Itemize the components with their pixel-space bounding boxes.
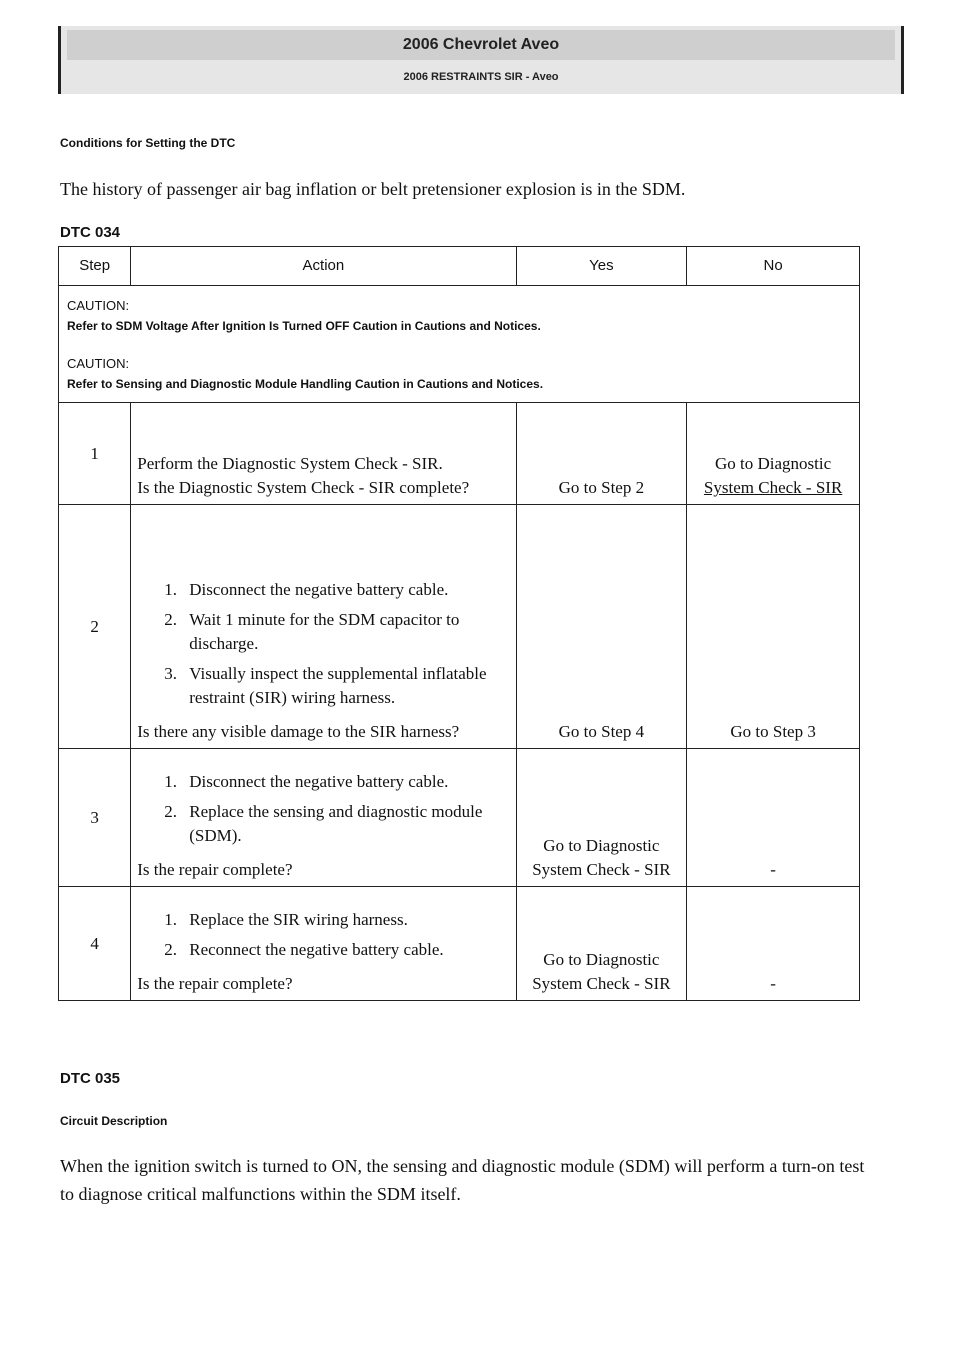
column-header-action: Action bbox=[131, 247, 516, 286]
document-header bbox=[58, 26, 904, 94]
column-header-step: Step bbox=[59, 247, 131, 286]
step-action bbox=[131, 749, 516, 887]
list-item: 3. Visually inspect the supplemental inflatable restraint (SIR) wiring harness. bbox=[181, 662, 509, 710]
action-text: Perform the Diagnostic System Check - SIR. bbox=[137, 454, 443, 473]
list-item: 2. Reconnect the negative battery cable. bbox=[181, 938, 509, 962]
step-action bbox=[131, 887, 516, 1001]
step-number: 1 bbox=[59, 403, 131, 505]
step-number: 3 bbox=[59, 749, 131, 887]
table-row bbox=[59, 749, 860, 887]
step-number: 2 bbox=[59, 505, 131, 749]
yes-outcome: Go to Diagnostic System Check - SIR bbox=[516, 749, 687, 887]
table-row bbox=[59, 403, 860, 505]
caution-title: CAUTION: bbox=[67, 356, 130, 371]
no-outcome: - bbox=[687, 887, 860, 1001]
no-outcome: Go to Step 3 bbox=[687, 505, 860, 749]
action-list bbox=[137, 578, 509, 710]
no-outcome-prefix: Go to Diagnostic bbox=[715, 454, 832, 473]
caution-text: Refer to SDM Voltage After Ignition Is Turned OFF Caution in Cautions and Notices. bbox=[67, 319, 541, 333]
yes-outcome: Go to Step 4 bbox=[516, 505, 687, 749]
yes-outcome: Go to Step 2 bbox=[516, 403, 687, 505]
column-header-yes: Yes bbox=[516, 247, 687, 286]
caution-cell bbox=[59, 286, 860, 403]
list-item: 2. Replace the sensing and diagnostic module (SDM). bbox=[181, 800, 509, 848]
step-number: 4 bbox=[59, 887, 131, 1001]
no-outcome bbox=[687, 403, 860, 505]
step-question: Is the repair complete? bbox=[137, 860, 293, 879]
table-row bbox=[59, 505, 860, 749]
step-question: Is the repair complete? bbox=[137, 974, 293, 993]
header-title: 2006 Chevrolet Aveo bbox=[67, 30, 895, 60]
list-item: 2. Wait 1 minute for the SDM capacitor to discharge. bbox=[181, 608, 509, 656]
system-check-link[interactable]: System Check - SIR bbox=[703, 478, 843, 497]
list-item: 1. Disconnect the negative battery cable. bbox=[181, 578, 509, 602]
step-action bbox=[131, 505, 516, 749]
step-question: Is the Diagnostic System Check - SIR complete? bbox=[137, 478, 470, 497]
step-action bbox=[131, 403, 516, 505]
caution-title: CAUTION: bbox=[67, 298, 130, 313]
dtc035-heading: DTC 035 bbox=[60, 1070, 121, 1087]
action-list bbox=[137, 770, 509, 848]
dtc034-heading: DTC 034 bbox=[60, 224, 121, 241]
conditions-heading: Conditions for Setting the DTC bbox=[60, 136, 236, 150]
column-header-no: No bbox=[687, 247, 860, 286]
caution-text: Refer to Sensing and Diagnostic Module Handling Caution in Cautions and Notices. bbox=[67, 377, 544, 391]
diagnostic-table bbox=[58, 246, 860, 1001]
table-header-row bbox=[59, 247, 860, 286]
list-item: 1. Replace the SIR wiring harness. bbox=[181, 908, 509, 932]
circuit-description-heading: Circuit Description bbox=[60, 1114, 168, 1128]
table-row bbox=[59, 887, 860, 1001]
no-outcome: - bbox=[687, 749, 860, 887]
list-item: 1. Disconnect the negative battery cable. bbox=[181, 770, 509, 794]
step-question: Is there any visible damage to the SIR harness? bbox=[137, 722, 460, 741]
action-list bbox=[137, 908, 509, 962]
caution-row bbox=[59, 286, 860, 403]
yes-outcome: Go to Diagnostic System Check - SIR bbox=[516, 887, 687, 1001]
conditions-text: The history of passenger air bag inflation or belt pretensioner explosion is in the SDM. bbox=[60, 179, 686, 199]
circuit-description-text: When the ignition switch is turned to ON, the sensing and diagnostic module (SDM) will perform a turn-on test to diagnose critical malfunctions within the SDM itself. bbox=[60, 1156, 865, 1204]
header-subtitle: 2006 RESTRAINTS SIR - Aveo bbox=[403, 71, 559, 83]
